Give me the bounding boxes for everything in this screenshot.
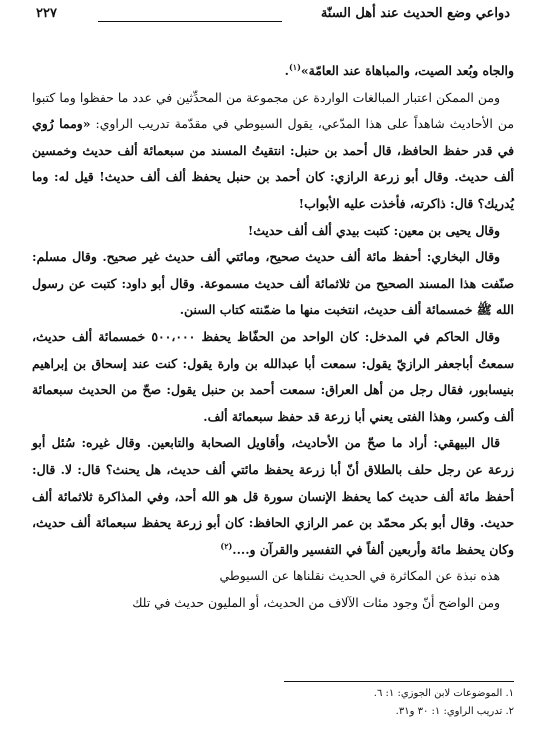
paragraph-5: وقال الحاكم في المدخل: كان الواحد من الحفّاظ يحفظ ٥٠٠،٠٠٠ خمسمائة ألف حديث، سمعتُ أباجعفر الرازيّ يقول: سمعت أبا عبدالله بن وارة يقول: كنت عند إسحاق بن إبراهيم بنيسابور، فقال رجل من أهل العراق: سمعت أحمد بن حنبل يقول: صحّ من الحديث سبعمائة ألف وكسر، وهذا الفتى يعني أبا زرعة قد حفظ سبعمائة ألف. [32,328,514,424]
paragraph-1-end: . [284,63,289,78]
paragraph-4-text: وقال البخاري: أحفظ مائة ألف حديث صحيح، ومائتي ألف حديث غير صحيح. وقال مسلم: صنّفت هذا المسند الصحيح من ثلاثمائة ألف حديث مسموعة. وقال أبو داود: كتبت عن رسول الله [32,249,514,318]
paragraph-6 [32,430,514,563]
footnote-ref-1: (١) [288,61,301,72]
paragraph-7: هذه نبذة عن المكاثرة في الحديث نقلناها عن السيوطي [219,568,500,584]
page-number: ٢٢٧ [36,6,57,21]
header-rule [98,21,282,22]
paragraph-6-text: قال البيهقي: أراد ما صحّ من الأحاديث، وأقاويل الصحابة والتابعين. وقال غيره: سُئل أبو زرعة عن رجل حلف بالطلاق أنّ أبا زرعة يحفظ مائتي ألف حديث، هل يحنث؟ قال: لا. قال: أحفظ مائة ألف حديث كما يحفظ الإنسان سورة قل هو الله أحد، وفي المذاكرة ثلاثمائة ألف حديث. وقال أبو بكر محمّد بن عمر الرازي الحافظ: كان أبو زرعة يحفظ سبعمائة ألف حديث، وكان يحفظ مائة وأربعين ألفاً في التفسير والقرآن و.... [32,435,514,557]
footnotes [32,685,514,721]
footnote-2: ٢. تدريب الراوي: ١: ٣٠ و٣١. [395,706,514,717]
paragraph-4 [32,244,514,324]
footnote-1: ١. الموضوعات لابن الجوزي: ١: ٦. [373,688,514,699]
paragraph-8: ومن الواضح أنّ وجود مئات الآلاف من الحديث، أو المليون حديث في تلك [132,594,500,610]
paragraph-2 [32,85,514,218]
salutation-glyph: ﷺ [472,302,497,318]
page-header [36,6,510,32]
paragraph-1-text: والجاه وبُعد الصيت، والمباهاة عند العامّة» [300,63,514,78]
paragraph-1 [32,58,514,85]
body-text [32,58,514,616]
footnote-ref-2: (٢) [220,540,233,551]
paragraph-3: وقال يحيى بن معين: كتبت بيدي ألف ألف حديث! [247,222,500,238]
paragraph-4-text-end: خمسمائة ألف حديث، انتخبت منها ما ضمّنته كتاب السنن. [179,302,473,318]
paragraph-2-quote: «ومما رُوي في قدر حفظ الحافظ، قال أحمد بن حنبل: انتقيتُ المسند من سبعمائة ألف حديث وخمسين ألف حديث. وقال أبو زرعة الرازي: كان أحمد بن حنبل يحفظ ألف ألف حديث! قيل له: وما يُدريك؟ قال: ذاكرته، فأخذت عليه الأبواب! [32,116,514,211]
paragraph-2-intro: ومن الممكن اعتبار المبالغات الواردة عن مجموعة من المحدِّثين في عدد ما حفظوا وما كتبوا من الأحاديث شاهداً على هذا المدّعي، يقول السيوطي في مقدّمة تدريب الراوي: [32,89,514,132]
running-title: دواعي وضع الحديث عند أهل السنّة [320,6,510,21]
footnote-rule [284,681,514,682]
